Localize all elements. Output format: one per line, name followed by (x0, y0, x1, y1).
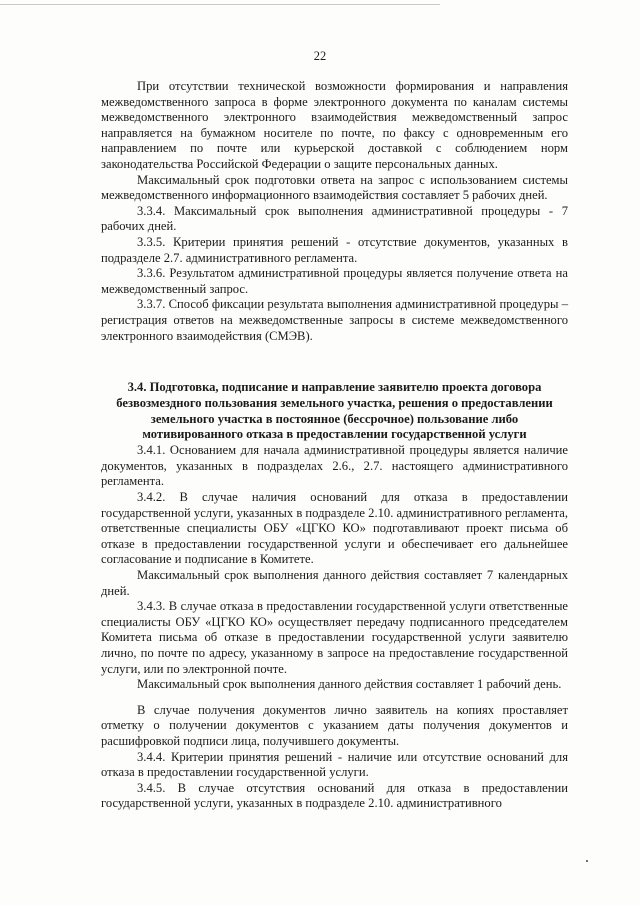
paragraph: 3.4.3. В случае отказа в предоставлении государственной услуги ответственные специалисты ОБУ «ЦГКО КО» осуществляет передачу подписанного председателем Комитета письма об отказе в предоставлении государственной услуги заявителю лично, по почте по адресу, указанному в запросе на предоставление государственной услуги, или по электронной почте. (101, 599, 568, 676)
paragraph: 3.4.5. В случае отсутствия оснований для отказа в предоставлении государственной услуги, указанных в подразделе 2.10. административного (101, 780, 568, 811)
paragraph: 3.3.7. Способ фиксации результата выполнения административной процедуры – регистрация ответов на межведомственные запросы в системе межведомственного электронного взаимодействия (СМЭВ). (101, 297, 568, 343)
paragraph: При отсутствии технической возможности формирования и направления межведомственного запроса в форме электронного документа по каналам системы межведомственного электронного взаимодействия межведомственный запрос направляется на бумажном носителе по почте, по факсу с одновременным его направлением по почте или курьерской доставкой с соблюдением норм законодательства Российской Федерации о защите персональных данных. (101, 79, 568, 171)
page-number: 22 (313, 49, 327, 63)
paragraph: 3.4.4. Критерии принятия решений - наличие или отсутствие оснований для отказа в предоставлении государственной услуги. (101, 749, 568, 780)
paragraph: 3.4.2. В случае наличия оснований для отказа в предоставлении государственной услуги, указанных в подразделе 2.10. административного регламента, ответственные специалисты ОБУ «ЦГКО КО» подготавливают проект письма об отказе в предоставлении государственной услуги и обеспечивает его дальнейшее согласование и подписание в Комитете. (101, 490, 569, 567)
paragraph: 3.4.1. Основанием для начала административной процедуры является наличие документов, указанных в подразделах 2.6., 2.7. настоящего административного регламента. (101, 443, 568, 489)
paragraph: 3.3.4. Максимальный срок выполнения административной процедуры - 7 рабочих дней. (101, 203, 568, 234)
paragraph: 3.3.6. Результатом административной процедуры является получение ответа на межведомственный запрос. (101, 266, 568, 296)
cut-off-footer (0, 897, 640, 905)
section-heading: 3.4. Подготовка, подписание и направление заявителю проекта договора безвозмездного пользования земельного участка, решения о предоставлении земельного участка в постоянное (бессрочное) пользование либо мотивированного отказа в предоставлении государственной услуги (116, 380, 553, 442)
paragraph: Максимальный срок выполнения данного действия составляет 1 рабочий день. (137, 677, 562, 692)
body-text (101, 79, 568, 812)
paragraph: 3.3.5. Критерии принятия решений - отсутствие документов, указанных в подразделе 2.7. административного регламента. (101, 234, 568, 265)
paragraph: Максимальный срок выполнения данного действия составляет 7 календарных дней. (101, 568, 568, 598)
paragraph: В случае получения документов лично заявитель на копиях проставляет отметку о получении документов с указанием даты получения документов и расшифровкой подписи лица, получившего документы. (101, 702, 568, 748)
top-rule (0, 4, 440, 5)
scan-speck (586, 860, 588, 862)
paragraph: Максимальный срок подготовки ответа на запрос с использованием системы межведомственного информационного взаимодействия составляет 5 рабочих дней. (101, 172, 568, 203)
